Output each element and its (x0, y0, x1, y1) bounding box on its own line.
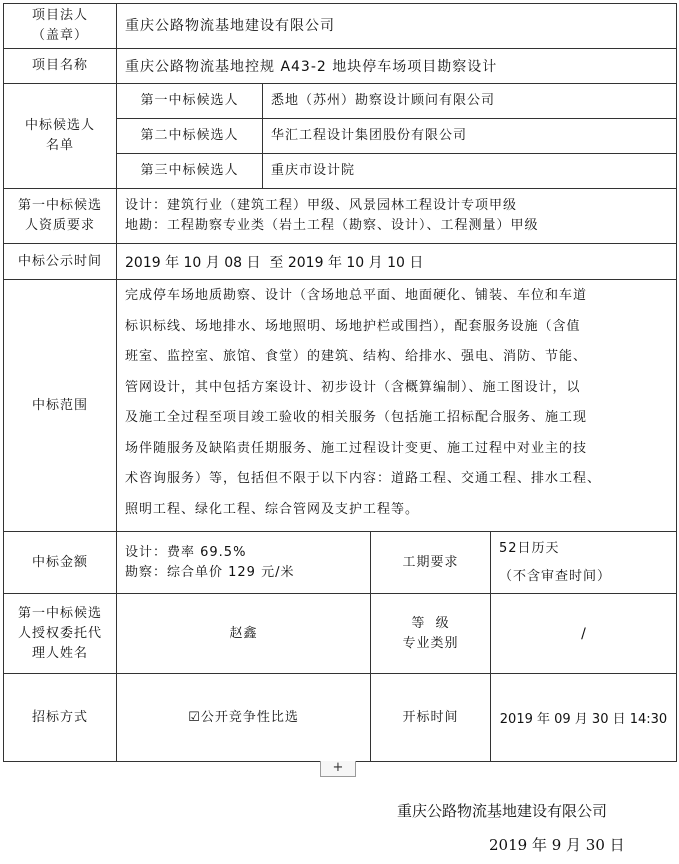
scope-line: 班室、监控室、旅馆、食堂）的建筑、结构、给排水、强电、消防、节能、 (125, 349, 588, 364)
legal-person-value: 重庆公路物流基地建设有限公司 (125, 18, 335, 34)
legal-person-label-line1: 项目法人 (31, 8, 88, 23)
candidate-3-rank: 第三中标候选人 (140, 163, 239, 178)
amount-value (117, 532, 370, 593)
qualification-label-line1: 第一中标候选 (17, 198, 102, 213)
publicity-period-value: 2019 年 10 月 08 日 至 2019 年 10 月 10 日 (125, 254, 424, 271)
amount-label: 中标金额 (31, 554, 88, 570)
agent-name: 赵鑫 (229, 625, 258, 641)
grade-value: / (581, 625, 586, 642)
scope-line: 术咨询服务）等，包括但不限于以下内容：道路工程、交通工程、排水工程、 (125, 471, 602, 486)
opening-time-value: 2019 年 09 月 30 日 14:30 (499, 712, 668, 727)
candidate-2-name: 华汇工程设计集团股份有限公司 (271, 128, 468, 143)
candidate-3-name: 重庆市设计院 (271, 163, 356, 178)
legal-person-label (4, 4, 116, 48)
scope-line: 完成停车场地质勘察、设计（含场地总平面、地面硬化、铺装、车位和车道 (125, 288, 588, 303)
opening-time-label: 开标时间 (402, 709, 459, 725)
scope-line: 标识标线、场地排水、场地照明、场地护栏或围挡），配套服务设施（含值 (125, 318, 581, 334)
agent-label-line1: 第一中标候选 (17, 605, 102, 621)
project-name-value: 重庆公路物流基地控规 A43-2 地块停车场项目勘察设计 (125, 59, 498, 75)
candidate-1-rank: 第一中标候选人 (140, 93, 239, 108)
signature-company: 重庆公路物流基地建设有限公司 (397, 802, 608, 820)
qualification-label (4, 189, 116, 243)
grade-label (371, 594, 490, 673)
agent-label-line2: 人授权委托代 (17, 625, 102, 641)
scope-line: 管网设计，其中包括方案设计、初步设计（含概算编制）、施工图设计，以 (125, 379, 581, 395)
tender-method-label: 招标方式 (31, 709, 88, 725)
project-name-label: 项目名称 (31, 58, 88, 73)
candidate-1-name: 悉地（苏州）勘察设计顾问有限公司 (271, 93, 496, 108)
legal-person-label-line2: （盖章） (31, 28, 88, 43)
period-note: （不含审查时间） (499, 568, 612, 584)
scope-label: 中标范围 (31, 397, 88, 413)
agent-label-line3: 理人姓名 (31, 645, 88, 661)
signature-date: 2019 年 9 月 30 日 (489, 836, 625, 854)
period-label: 工期要求 (402, 554, 459, 570)
add-row-button[interactable]: + (320, 761, 356, 777)
candidates-label-line1: 中标候选人 (24, 118, 95, 133)
qualification-design: 设计：建筑行业（建筑工程）甲级、风景园林工程设计专项甲级 (125, 198, 518, 213)
candidates-label-line2: 名单 (45, 138, 74, 153)
candidates-label (4, 84, 116, 188)
grade-label-line2: 专业类别 (402, 635, 459, 651)
period-days: 52日历天 (499, 540, 560, 556)
qualification-value (117, 189, 676, 243)
qualification-survey: 地勘：工程勘察专业类（岩土工程（勘察、设计）、工程测量）甲级 (125, 218, 539, 233)
amount-design-rate: 设计：费率 69.5% (125, 544, 247, 560)
period-value (491, 532, 676, 593)
agent-label (4, 594, 116, 673)
tender-method-value: ☑公开竞争性比选 (188, 709, 299, 725)
scope-value (117, 280, 676, 531)
scope-line: 及施工全过程至项目竣工验收的相关服务（包括施工招标配合服务、施工现 (125, 410, 588, 425)
candidate-2-rank: 第二中标候选人 (140, 128, 239, 143)
scope-line: 场伴随服务及缺陷责任期服务、施工过程设计变更、施工过程中对业主的技 (125, 440, 588, 456)
scope-line: 照明工程、绿化工程、综合管网及支护工程等。 (125, 501, 420, 517)
qualification-label-line2: 人资质要求 (24, 218, 95, 233)
grade-label-line1: 等 级 (411, 615, 450, 631)
amount-survey-price: 勘察：综合单价 129 元/米 (125, 564, 295, 580)
publicity-period-label: 中标公示时间 (17, 253, 102, 269)
